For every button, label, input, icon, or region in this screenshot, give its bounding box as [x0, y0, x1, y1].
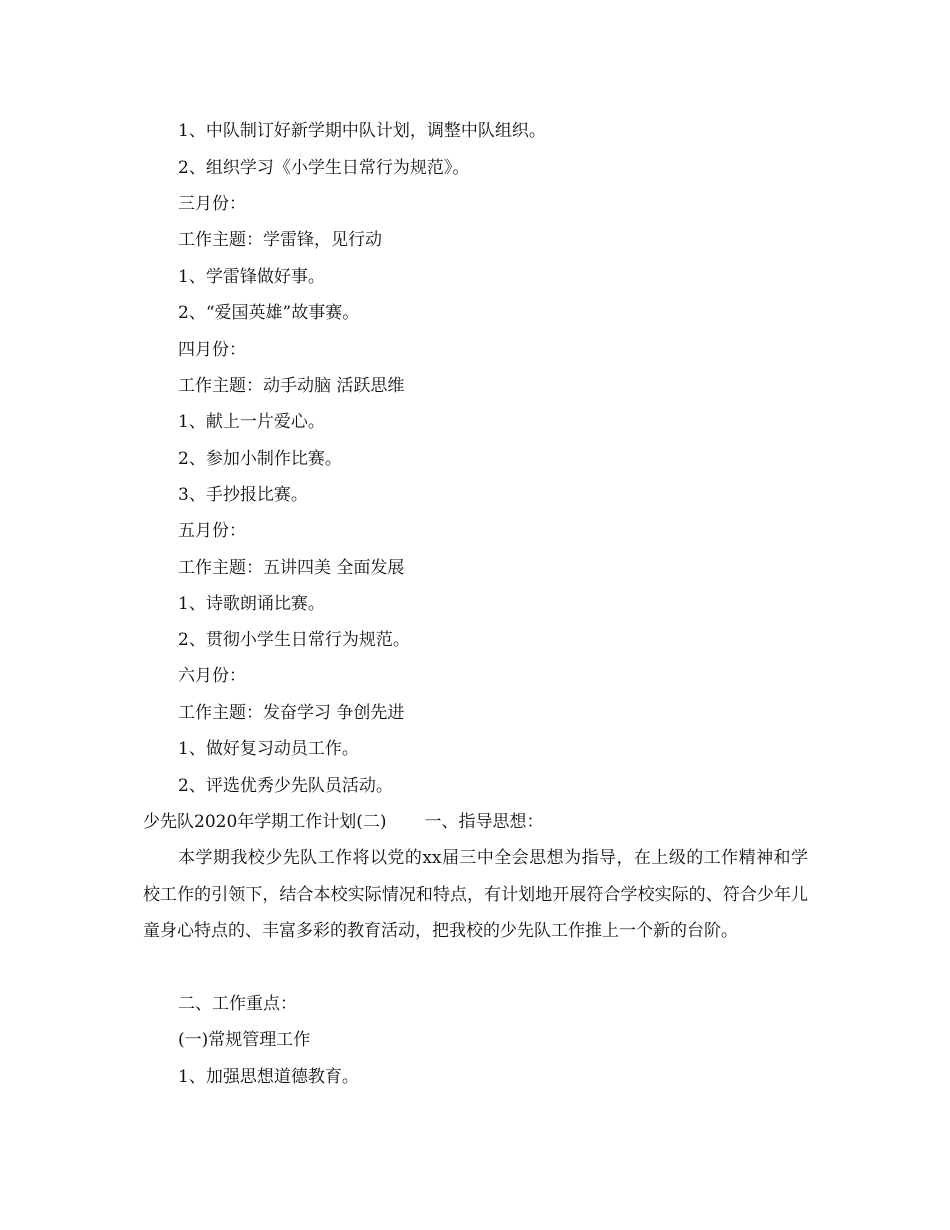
plan-item: 2、贯彻小学生日常行为规范。 — [178, 630, 410, 650]
plan-item: 1、诗歌朗诵比赛。 — [178, 594, 325, 614]
section-heading: 一、指导思想： — [424, 812, 544, 832]
month-heading: 四月份： — [178, 340, 246, 360]
subsection-heading: (一)常规管理工作 — [178, 1030, 311, 1050]
month-heading: 六月份： — [178, 666, 246, 686]
plan-item: 1、学雷锋做好事。 — [178, 267, 325, 287]
plan-item: 2、参加小制作比赛。 — [178, 449, 342, 469]
plan-item: 1、中队制订好新学期中队计划，调整中队组织。 — [178, 121, 546, 141]
month-heading: 五月份： — [178, 521, 246, 541]
work-theme: 工作主题：发奋学习 争创先进 — [178, 703, 405, 723]
plan-item: 2、组织学习《小学生日常行为规范》。 — [178, 158, 470, 178]
section-title-line — [143, 811, 544, 833]
section-heading: 二、工作重点： — [178, 994, 297, 1014]
plan-item: 1、做好复习动员工作。 — [178, 739, 359, 759]
plan-item: 3、手抄报比赛。 — [178, 485, 308, 505]
plan-item: 2、“爱国英雄”故事赛。 — [178, 303, 360, 323]
plan-item: 2、评选优秀少先队员活动。 — [178, 776, 393, 796]
work-theme: 工作主题：五讲四美 全面发展 — [178, 558, 405, 578]
section-title: 少先队2020年学期工作计划(二) — [143, 812, 387, 832]
month-heading: 三月份： — [178, 194, 246, 214]
plan-item: 1、加强思想道德教育。 — [178, 1067, 359, 1087]
plan-item: 1、献上一片爱心。 — [178, 412, 325, 432]
body-paragraph: 本学期我校少先队工作将以党的xx届三中全会思想为指导，在上级的工作精神和学校工作的引领下，结合本校实际情况和特点，有计划地开展符合学校实际的、符合少年儿童身心特点的、丰富多彩的教育活动，把我校的少先队工作推上一个新的台阶。 — [143, 848, 808, 942]
work-theme: 工作主题：学雷锋，见行动 — [178, 230, 382, 250]
work-theme: 工作主题：动手动脑 活跃思维 — [178, 376, 405, 396]
